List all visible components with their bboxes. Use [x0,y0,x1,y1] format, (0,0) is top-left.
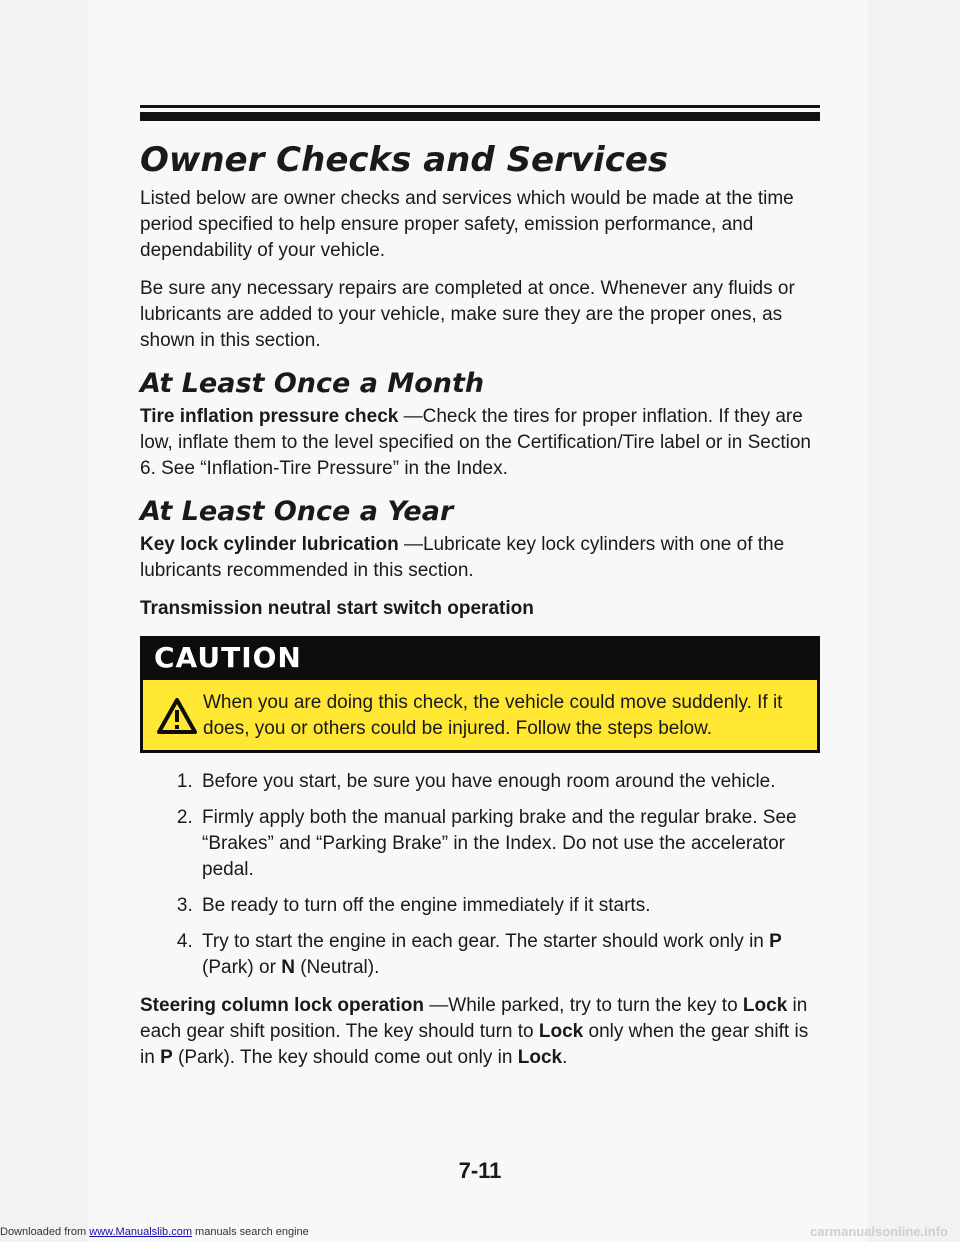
steering-text-1: —While parked, try to turn the key to [424,995,743,1016]
page-title: Owner Checks and Services [140,140,669,180]
yearly-heading: At Least Once a Year [140,496,454,527]
tire-check-text: —Check the tires for proper inflation. If they are low, inflate them to the level specified on the Certification/Tire label or in Section 6. See “Inflation-Tire Pressure” in the Index. [140,406,811,479]
intro-paragraph-1: Listed below are owner checks and services which would be made at the time period specified to help ensure proper safety, emission performance, and dependability of your vehicle. [140,188,794,261]
top-rule-thick [140,112,820,121]
monthly-heading: At Least Once a Month [140,368,485,399]
step-1: 1. Before you start, be sure you have enough room around the vehicle. [198,769,820,795]
footer-prefix: Downloaded from [0,1226,90,1238]
steering-paragraph [140,993,820,1071]
steering-text-5: . [562,1047,568,1068]
key-lock-lead: Key lock cylinder lubrication [140,534,399,555]
manualslib-link[interactable]: www.Manualslib.com [89,1226,192,1238]
step-3: 3. Be ready to turn off the engine immediately if it starts. [198,893,820,919]
tire-check-lead: Tire inflation pressure check [140,406,399,427]
step-2: 2. Firmly apply both the manual parking brake and the regular brake. See “Brakes” and “Parking Brake” in the Index. Do not use the accelerator pedal. [198,805,820,883]
step-4 [198,929,820,981]
steering-lock-2: Lock [538,1021,584,1042]
step-4-neutral: N [281,957,295,978]
top-rule-thin [140,105,820,108]
steering-text-2: in each gear shift position. The key should turn to [140,995,808,1042]
steering-text-4: (Park). The key should come out only in [172,1047,518,1068]
key-lock-paragraph [140,532,820,584]
caution-text: When you are doing this check, the vehicle could move suddenly. If it does, you or others could be injured. Follow the steps below. [203,692,783,739]
warning-triangle-icon [157,698,197,734]
caution-box [140,636,820,753]
step-4-text-b: (Park) or [202,957,282,978]
watermark: carmanualsonline.info [810,1224,948,1239]
footer-suffix: manuals search engine [191,1226,309,1238]
page-content [140,140,820,1083]
step-4-text-a: Try to start the engine in each gear. The starter should work only in [202,931,770,952]
steering-park: P [160,1047,173,1068]
download-footer [0,1226,309,1238]
steering-lock-3: Lock [517,1047,563,1068]
steering-text-3: only when the gear shift is in [140,1021,809,1068]
page-number: 7-11 [458,1158,502,1183]
step-4-text-c: (Neutral). [294,957,380,978]
caution-label: CAUTION [140,636,820,680]
steering-lock-1: Lock [742,995,788,1016]
caution-body [140,680,820,753]
step-4-park: P [769,931,782,952]
tire-check-paragraph [140,404,820,482]
intro-paragraph-2: Be sure any necessary repairs are completed at once. Whenever any fluids or lubricants are added to your vehicle, make sure they are the proper ones, as shown in this section. [140,278,795,351]
key-lock-text: —Lubricate key lock cylinders with one of the lubricants recommended in this section. [140,534,785,581]
steps-list [140,769,820,981]
transmission-heading: Transmission neutral start switch operation [140,598,534,619]
steering-lead: Steering column lock operation [140,995,424,1016]
